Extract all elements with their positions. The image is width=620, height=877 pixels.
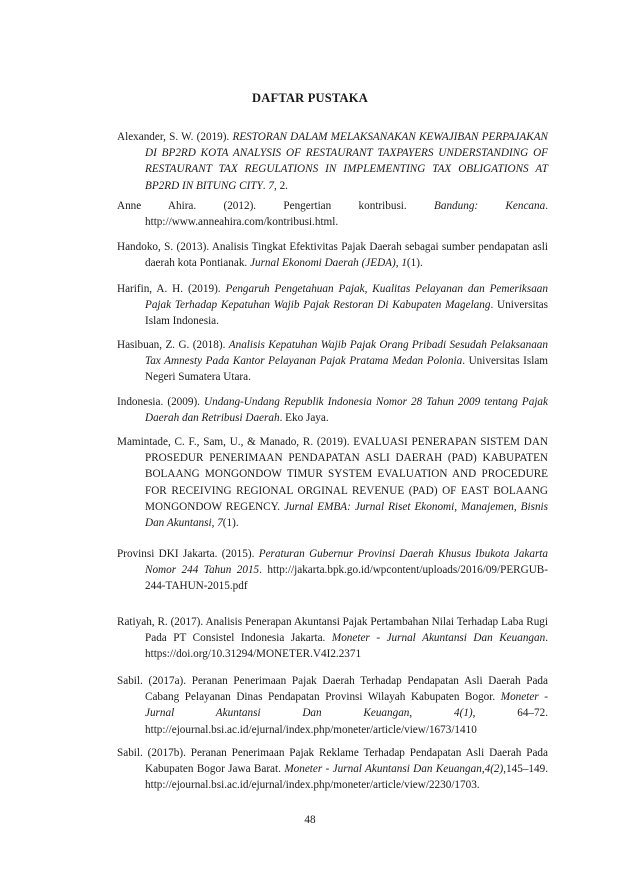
- reference-entry: [117, 337, 548, 386]
- reference-italic-text: Undang-Undang Republik Indonesia Nomor 28 Tahun 2009 tentang Pajak Daerah dan Retribusi Daerah: [145, 396, 548, 425]
- reference-text: . https://doi.org/10.31294/MONETER.V4I2.2371: [145, 632, 548, 661]
- reference-text: ,: [481, 763, 485, 776]
- reference-italic-text: Analisis Kepatuhan Wajib Pajak Orang Pribadi Sesudah Pelaksanaan Tax Amnesty Pada Kantor Pelayanan Pajak Pratama Medan Polonia: [145, 339, 548, 368]
- reference-entry: [117, 129, 548, 194]
- reference-entry: [117, 546, 548, 595]
- reference-italic-text: Jurnal EMBA: Jurnal Riset Ekonomi, Manajemen, Bisnis Dan Akuntansi: [145, 500, 549, 530]
- reference-text: ,: [395, 257, 402, 270]
- reference-text: . http://jakarta.bpk.go.id/wpcontent/uploads/2016/09/PERGUB-244-TAHUN-2015.pdf: [145, 564, 548, 593]
- reference-text: . Universitas Islam Negeri Sumatera Utara.: [145, 355, 549, 384]
- reference-italic-text: Moneter - Jurnal Akuntansi Dan Keuangan: [145, 691, 548, 720]
- reference-entry: [117, 614, 548, 663]
- reference-entry: [117, 673, 548, 738]
- reference-entry: [117, 198, 548, 230]
- reference-text: (1).: [222, 517, 239, 530]
- reference-text: Indonesia. (2009).: [117, 396, 205, 408]
- reference-entry: [117, 281, 548, 330]
- reference-text: Hasibuan, Z. G. (2018).: [117, 339, 229, 351]
- reference-text: Sabil. (2017a). Peranan Penerimaan Pajak Daerah Terhadap Pendapatan Asli Daerah Pada Cabang Pelayanan Dinas Pendapatan Provinsi Wilayah Kabupaten Bogor.: [117, 675, 548, 704]
- reference-text: (1).: [406, 257, 423, 270]
- reference-text: Alexander, S. W. (2019).: [117, 131, 233, 143]
- reference-text: .: [262, 179, 269, 192]
- reference-italic-text: RESTORAN DALAM MELAKSANAKAN KEWAJIBAN PERPAJAKAN DI BP2RD KOTA ANALYSIS OF RESTAURANT TAXPAYERS UNDERSTANDING OF RESTAURANT TAX REGULATIONS IN IMPLEMENTING TAX OBLIGATIONS AT BP2RD IN BITUNG CITY: [145, 131, 548, 192]
- reference-text: Ratiyah, R. (2017). Analisis Penerapan Akuntansi Pajak Pertambahan Nilai Terhadap Laba Rugi Pada PT Consistel Indonesia Jakarta.: [117, 616, 548, 645]
- reference-italic-text: 4(1): [454, 707, 473, 720]
- reference-text: Provinsi DKI Jakarta. (2015).: [117, 548, 259, 560]
- page-title: DAFTAR PUSTAKA: [252, 91, 368, 105]
- reference-text: ,: [211, 517, 218, 530]
- reference-text: . Universitas Islam Indonesia.: [145, 299, 548, 328]
- reference-text: Harifin, A. H. (2019).: [117, 283, 226, 295]
- reference-entry: [117, 239, 548, 271]
- reference-text: . Eko Jaya.: [279, 412, 329, 425]
- reference-italic-text: Pengaruh Pengetahuan Pajak, Kualitas Pelayanan dan Pemeriksaan Pajak Terhadap Kepatuhan Wajib Pajak Restoran Di Kabupaten Magelang: [145, 283, 548, 312]
- reference-text: Anne Ahira. (2012). Pengertian kontribusi.: [117, 200, 435, 212]
- reference-text: . http://www.anneahira.com/kontribusi.html.: [145, 200, 548, 229]
- reference-entry: [117, 434, 548, 531]
- reference-italic-text: Moneter - Jurnal Akuntansi Dan Keuangan: [284, 763, 482, 776]
- reference-text: Sabil. (2017b). Peranan Penerimaan Pajak Reklame Terhadap Pendapatan Asli Daerah Pada Kabupaten Bogor Jawa Barat.: [117, 747, 548, 776]
- reference-italic-text: Jurnal Ekonomi Daerah (JEDA): [250, 257, 396, 270]
- reference-text: ,145–149. http://ejournal.bsi.ac.id/ejurnal/index.php/moneter/article/view/2230/1703.: [145, 763, 548, 792]
- reference-italic-text: 1: [401, 257, 407, 270]
- reference-entry: [117, 745, 548, 794]
- reference-text: Mamintade, C. F., Sam, U., & Manado, R. (2019). EVALUASI PENERAPAN SISTEM DAN PROSEDUR PENERIMAAN PENDAPATAN ASLI DAERAH (PAD) KABUPATEN BOLAANG MONGONDOW TIMUR SYSTEM EVALUATION AND PROCEDURE FOR RECEIVING REGIONAL ORGINAL REVENUE (PAD) OF EAST BOLAANG MONGONDOW REGENCY.: [117, 436, 548, 513]
- reference-text: , 64–72. http://ejournal.bsi.ac.id/ejurnal/index.php/moneter/article/view/1673/1410: [145, 707, 548, 736]
- page-number: 48: [304, 814, 316, 826]
- reference-text: Handoko, S. (2013). Analisis Tingkat Efektivitas Pajak Daerah sebagai sumber pendapatan asli daerah kota Pontianak.: [117, 241, 548, 270]
- reference-italic-text: 7: [268, 179, 274, 192]
- reference-italic-text: 7: [217, 517, 223, 530]
- reference-italic-text: Bandung: Kencana: [434, 200, 546, 212]
- reference-italic-text: Peraturan Gubernur Provinsi Daerah Khusus Ibukota Jakarta Nomor 244 Tahun 2015: [145, 548, 549, 577]
- reference-text: , 2.: [273, 179, 288, 192]
- reference-italic-text: Moneter - Jurnal Akuntansi Dan Keuangan: [331, 632, 546, 645]
- reference-italic-text: 4(2): [484, 763, 504, 776]
- reference-entry: [117, 394, 548, 426]
- reference-text: ,: [409, 707, 454, 720]
